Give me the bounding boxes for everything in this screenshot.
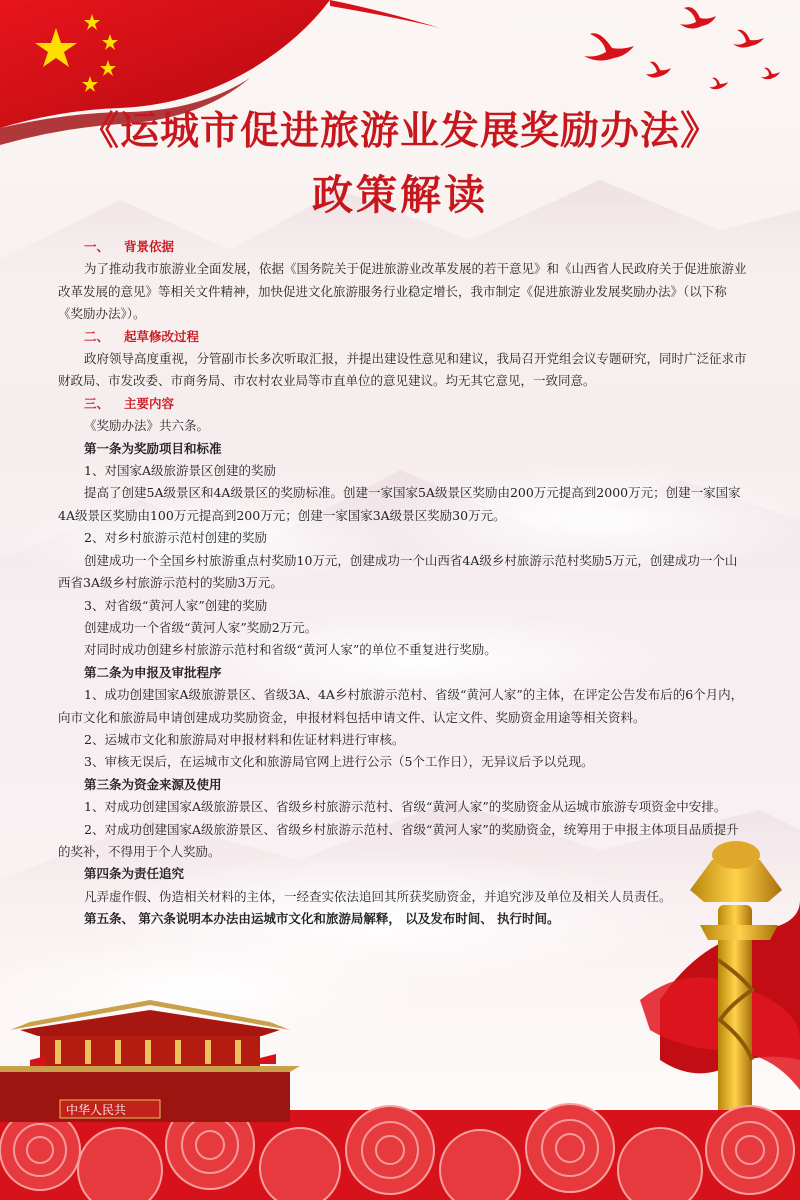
article-4-text-1: 凡弄虚作假、伪造相关材料的主体，一经查实依法追回其所获奖励资金，并追究涉及单位及相关人员责任。 [84,888,672,904]
article-5-6-heading: 第五条、 第六条说明本办法由运城市文化和旅游局解释， 以及发布时间、 执行时间。 [84,911,560,927]
poster-title: 《运城市促进旅游业发展奖励办法》 [79,109,720,154]
section-heading-drafting: 二、 起草修改过程 [84,328,200,344]
article-1-item-2: 2、对乡村旅游示范村创建的奖励 [84,530,267,546]
article-2-text-2: 2、运城市文化和旅游局对申报材料和佐证材料进行审核。 [84,731,405,747]
poster-subtitle: 政策解读 [312,171,488,219]
paragraph-intro: 《奖励办法》共六条。 [84,418,210,434]
article-1-item-1: 1、对国家A级旅游景区创建的奖励 [84,463,276,479]
article-3-text-1: 1、对成功创建国家A级旅游景区、省级乡村旅游示范村、省级“黄河人家”的奖励资金从运城市旅游专项资金中安排。 [84,799,727,815]
article-2-heading: 第二条为申报及审批程序 [84,664,222,680]
article-1-text-1: 提高了创建5A级景区和4A级景区的奖励标准。创建一家国家5A级景区奖励由200万元提高到2000万元；创建一家国家4A级景区奖励由100万元提高到200万元；创建一家国家3A级景区奖励30万元。 [58,485,741,523]
paragraph-drafting: 政府领导高度重视，分管副市长多次听取汇报，并提出建设性意见和建议，我局召开党组会议专题研究，同时广泛征求市财政局、市发改委、市商务局、市农村农业局等市直单位的意见建议。均无其它意见，一致同意。 [58,351,747,389]
article-1-item-3: 3、对省级“黄河人家”创建的奖励 [84,597,268,613]
section-heading-main-content: 三、 主要内容 [84,395,175,411]
article-1-text-3: 创建成功一个省级“黄河人家”奖励2万元。 [84,619,318,635]
article-2-text-3: 3、审核无误后，在运城市文化和旅游局官网上进行公示（5个工作日），无异议后予以兑现。 [84,754,594,770]
article-3-text-2: 2、对成功创建国家A级旅游景区、省级乡村旅游示范村、省级“黄河人家”的奖励资金，统筹用于申报主体项目品质提升的奖补，不得用于个人奖励。 [58,821,739,859]
article-1-text-2: 创建成功一个全国乡村旅游重点村奖励10万元，创建成功一个山西省4A级乡村旅游示范村奖励5万元，创建成功一个山西省3A级乡村旅游示范村的奖励3万元。 [58,552,738,591]
section-heading-background: 一、 背景依据 [84,239,175,254]
article-1-text-4: 对同时成功创建乡村旅游示范村和省级“黄河人家”的单位不重复进行奖励。 [84,642,497,658]
article-1-heading: 第一条为奖励项目和标准 [84,440,222,456]
article-2-text-1: 1、成功创建国家A级旅游景区、省级3A、4A乡村旅游示范村、省级“黄河人家”的主体，在评定公告发布后的6个月内，向市文化和旅游局申请创建成功奖励资金，申报材料包括申请文件、认定文件、奖励资金用途等相关资料。 [58,687,744,725]
paragraph-background: 为了推动我市旅游业全面发展，依据《国务院关于促进旅游业改革发展的若干意见》和《山西省人民政府关于促进旅游业改革发展的意见》等相关文件精神，加快促进文化旅游服务行业稳定增长，我市制定《促进旅游业发展奖励办法》（以下称《奖励办法》）。 [58,261,747,322]
article-3-heading: 第三条为资金来源及使用 [84,776,222,792]
article-4-heading: 第四条为责任追究 [84,866,185,882]
gate-sign-text: 中华人民共 [66,1103,127,1117]
policy-content [58,236,748,931]
